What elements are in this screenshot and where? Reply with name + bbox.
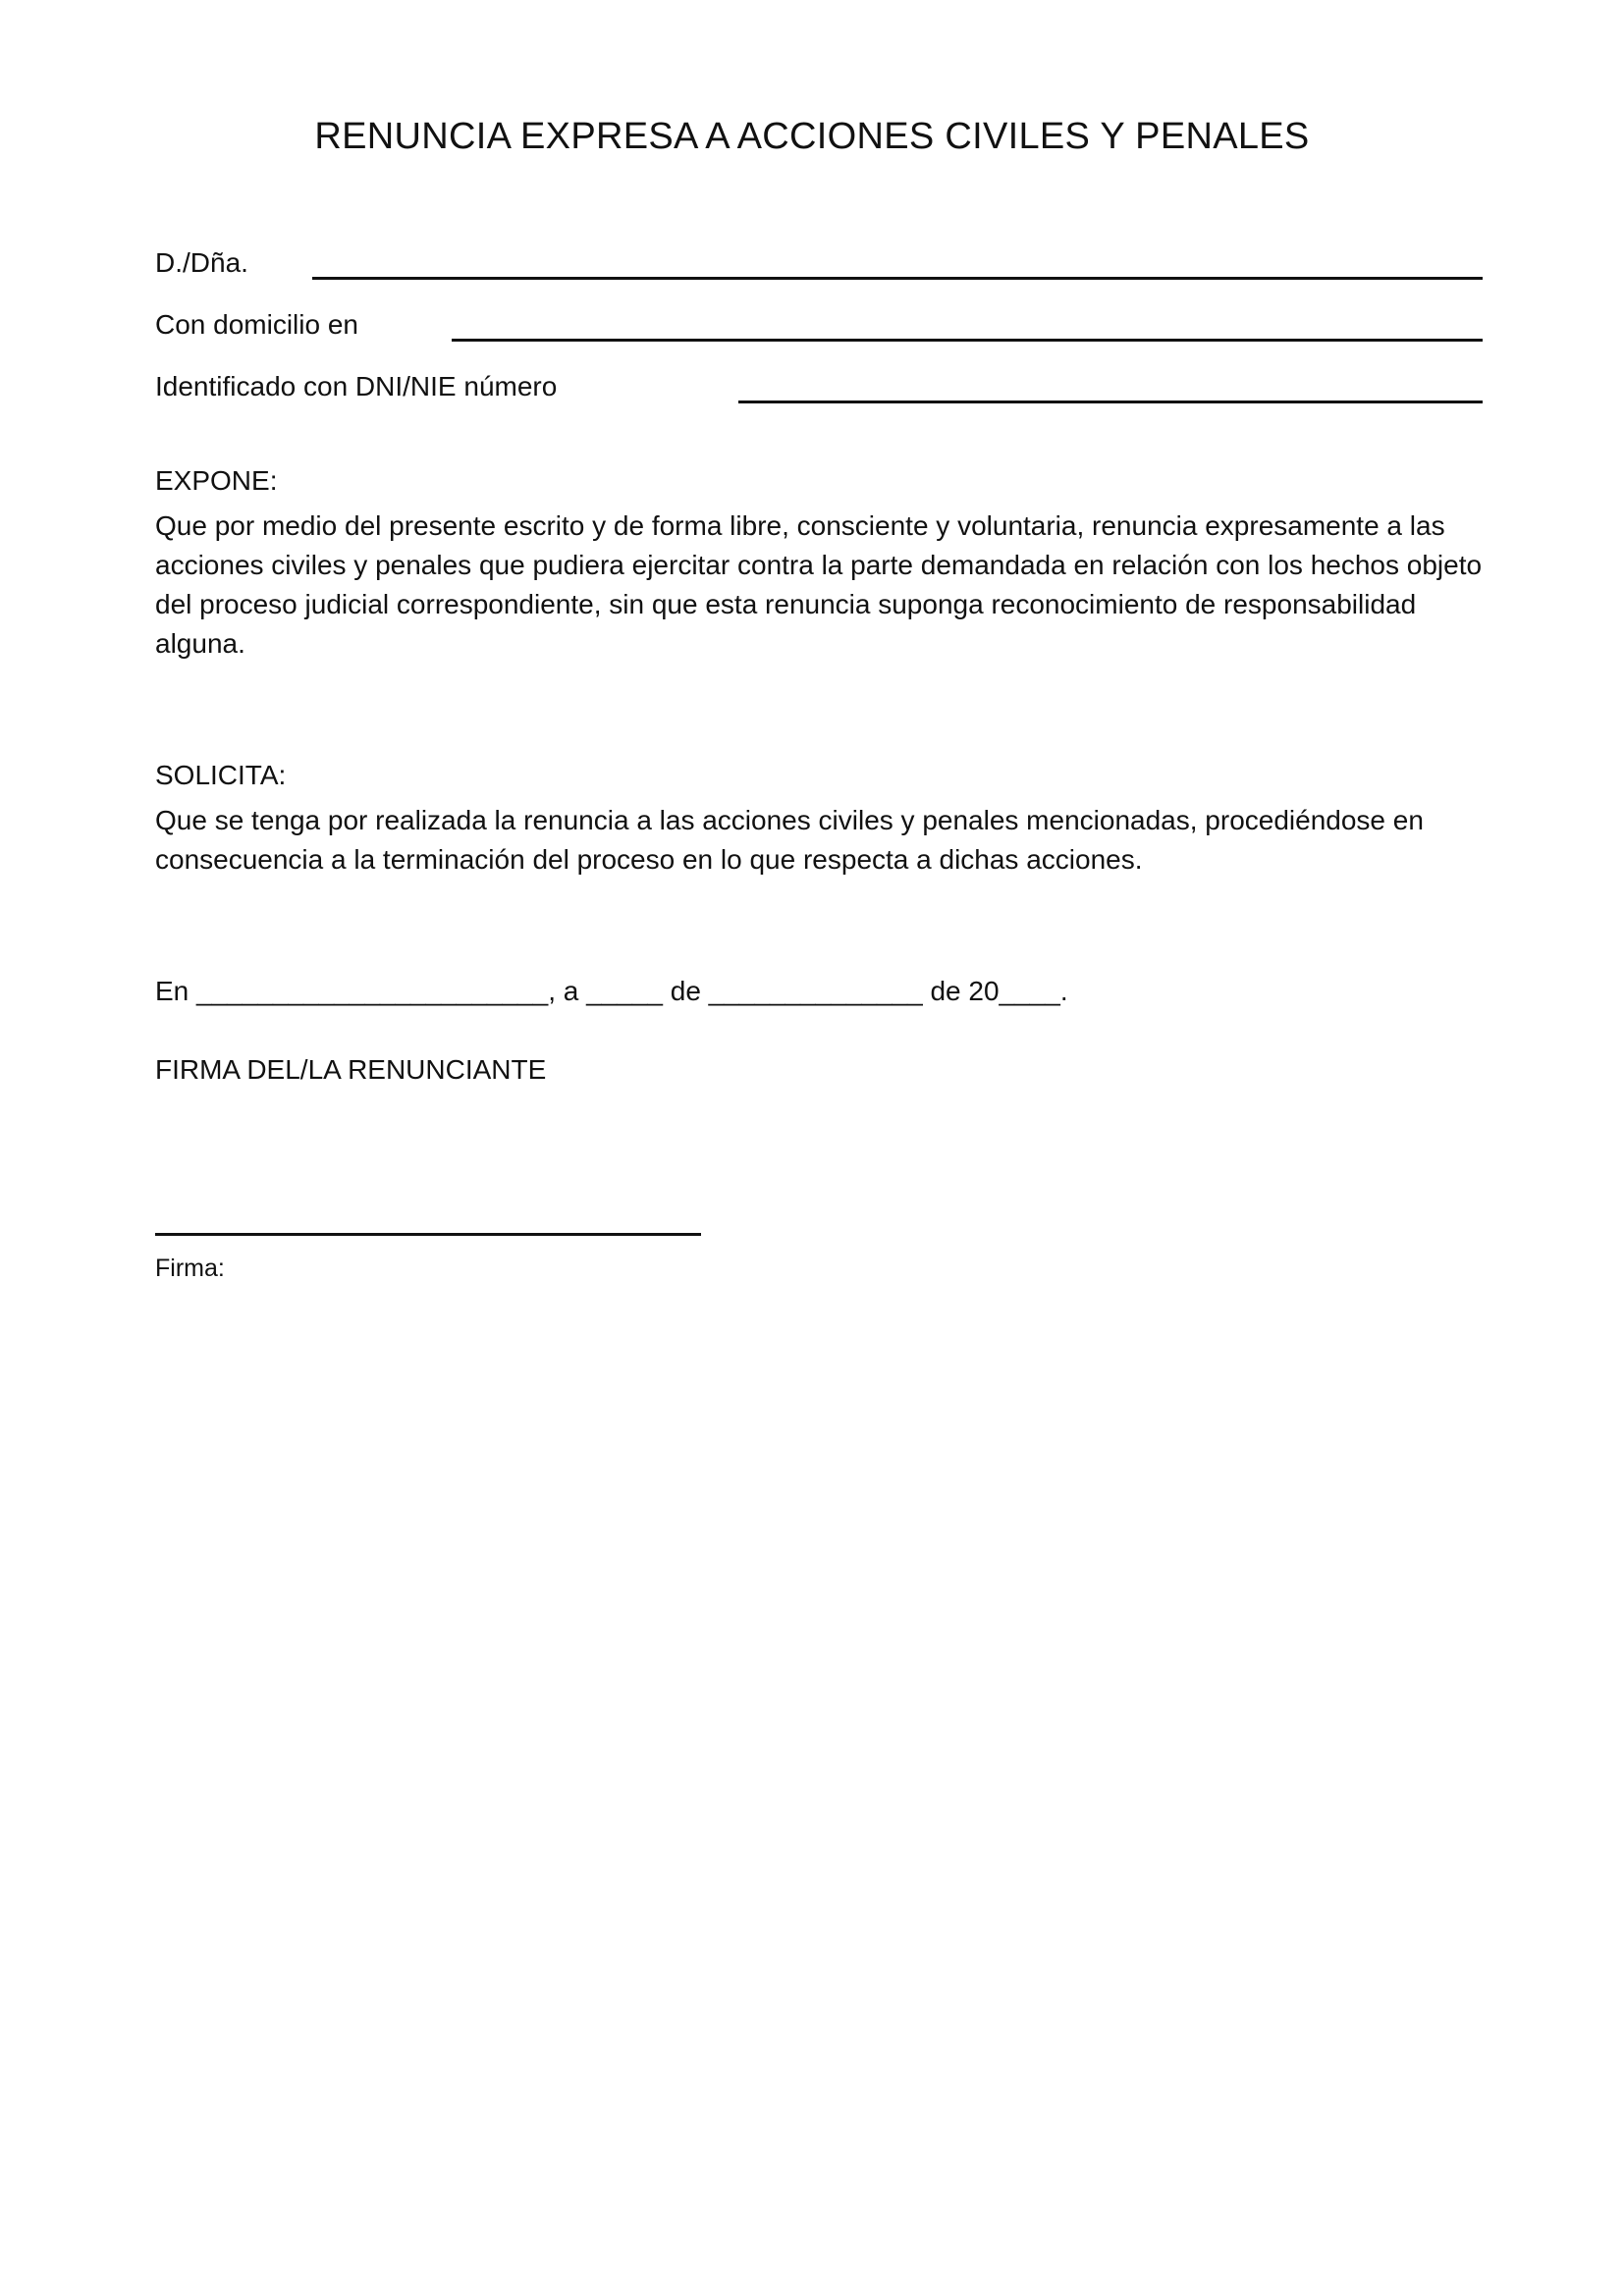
field-name-line[interactable] xyxy=(312,277,1483,280)
signature-label: Firma: xyxy=(155,1255,225,1282)
solicita-text: Que se tenga por realizada la renuncia a las acciones civiles y penales mencionadas, procediéndose en consecuencia a la terminación del proceso en lo que respecta a dichas acciones. xyxy=(155,805,1424,875)
solicita-heading: SOLICITA: xyxy=(155,760,287,790)
field-address-label: Con domicilio en xyxy=(155,309,358,340)
signature-line[interactable] xyxy=(155,1233,701,1236)
field-address-line[interactable] xyxy=(452,339,1483,342)
signature-heading: FIRMA DEL/LA RENUNCIANTE xyxy=(155,1054,547,1085)
place-date-line: En _______________________, a _____ de ______________ de 20____. xyxy=(155,976,1068,1006)
expone-heading: EXPONE: xyxy=(155,465,278,496)
field-id-label: Identificado con DNI/NIE número xyxy=(155,371,558,401)
expone-text: Que por medio del presente escrito y de forma libre, consciente y voluntaria, renuncia expresamente a las acciones civiles y penales que pudiera ejercitar contra la parte demandada en relación con los hechos objeto del proceso judicial correspondiente, sin que esta renuncia suponga reconocimiento de responsabilidad alguna. xyxy=(155,510,1483,659)
field-name-label: D./Dña. xyxy=(155,247,248,278)
document-title: RENUNCIA EXPRESA A ACCIONES CIVILES Y PENALES xyxy=(314,116,1310,157)
field-id-line[interactable] xyxy=(738,400,1483,403)
